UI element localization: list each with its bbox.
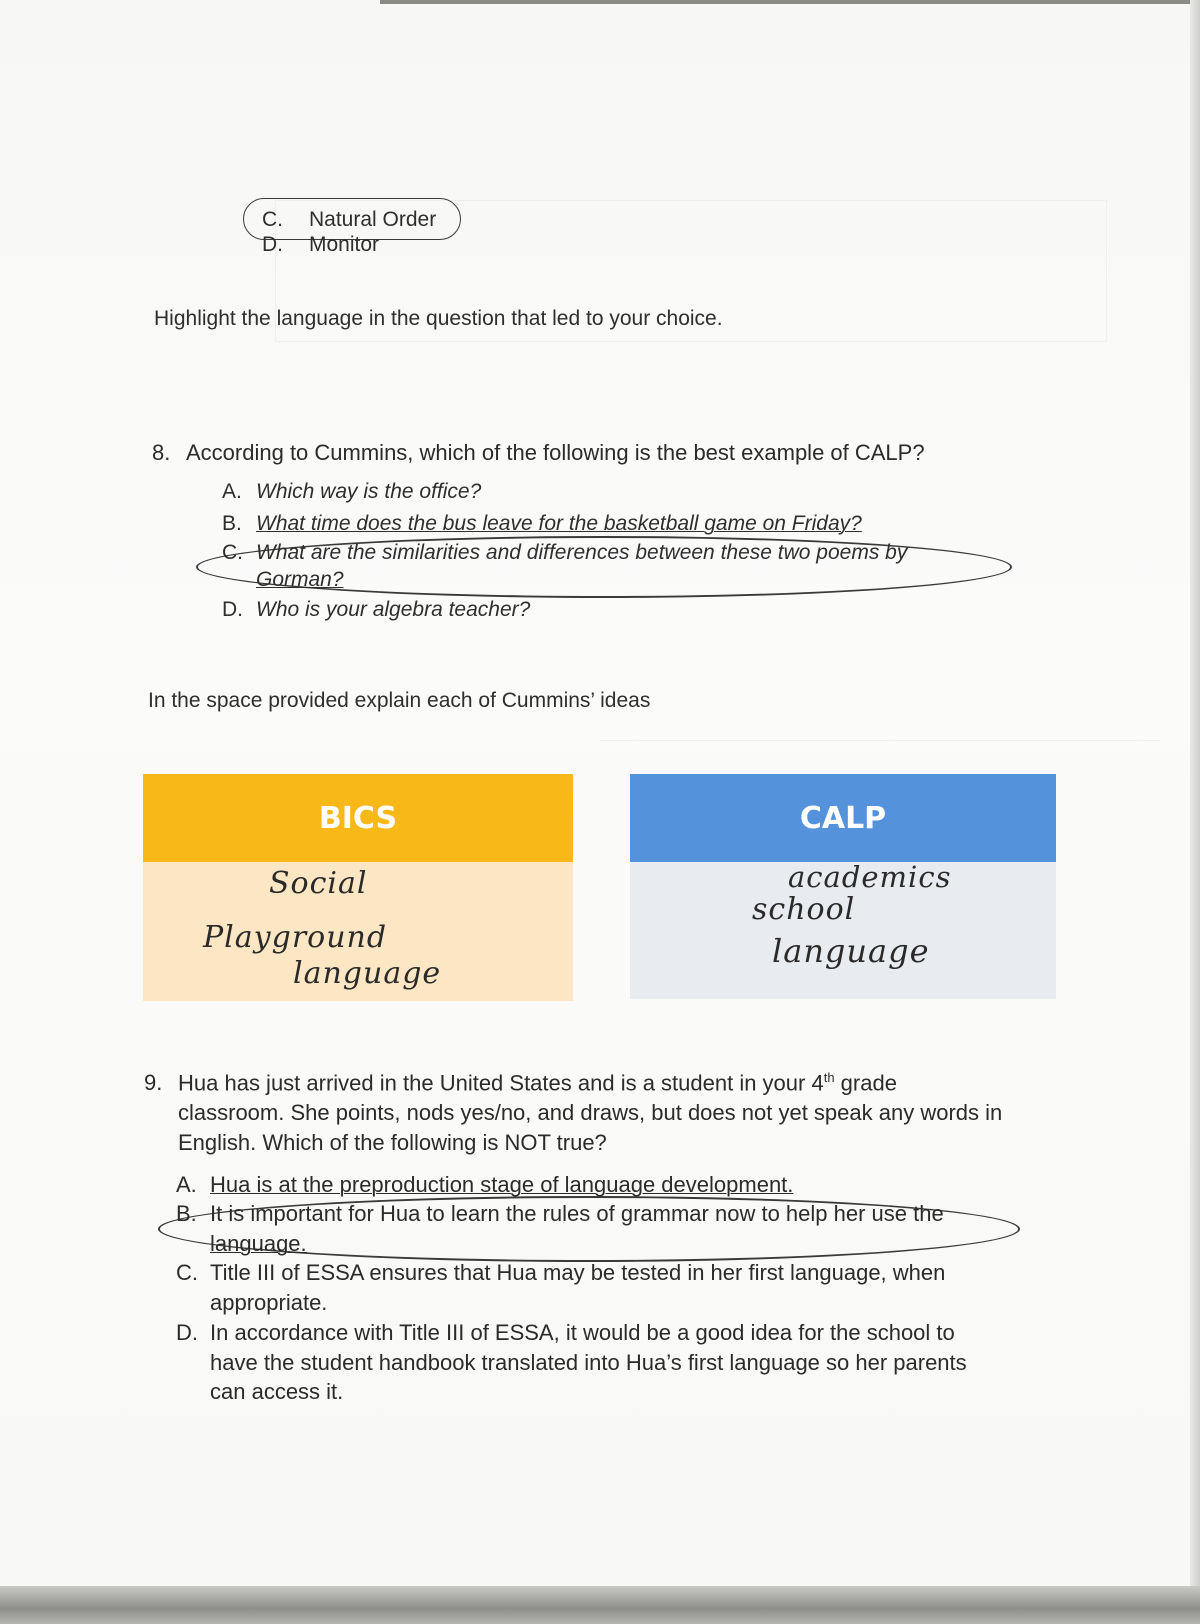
paper-right-edge	[1190, 0, 1200, 1624]
option-letter: C.	[176, 1260, 198, 1285]
option-letter: C.	[262, 208, 283, 231]
option-letter: D.	[176, 1320, 198, 1345]
calp-handwriting-school: school	[752, 892, 856, 927]
calp-title: CALP	[799, 800, 887, 836]
instruction-highlight: Highlight the language in the question that led to your choice.	[154, 307, 723, 330]
calp-body	[630, 862, 1056, 999]
question-text-1b: grade	[834, 1070, 897, 1096]
option-letter: C.	[222, 541, 243, 564]
q9-option-d-cont1: have the student handbook translated into Hua’s first language so her parents	[210, 1350, 967, 1375]
bics-title: BICS	[318, 800, 398, 836]
desk-background-strip	[0, 1586, 1200, 1624]
option-letter: A.	[176, 1172, 197, 1197]
option-text: What time does the bus leave for the basketball game on Friday?	[256, 512, 862, 535]
q9-option-b-cont	[210, 1231, 307, 1257]
option-text: Natural Order	[309, 208, 437, 231]
option-text-cont: Gorman?	[256, 568, 344, 591]
option-text: It is important for Hua to learn the rules of grammar now to help her use the	[210, 1201, 944, 1226]
bics-header	[143, 774, 573, 862]
q8-option-b	[222, 512, 862, 536]
option-letter: B.	[176, 1201, 197, 1226]
q9-option-a	[176, 1172, 793, 1198]
q9-option-d-cont2: can access it.	[210, 1379, 344, 1404]
option-letter: A.	[222, 480, 242, 503]
calp-box	[630, 774, 1056, 999]
bics-box	[143, 774, 573, 1001]
option-text: In accordance with Title III of ESSA, it would be a good idea for the school to	[210, 1320, 955, 1345]
q9-option-b	[176, 1201, 944, 1227]
q9-option-d	[176, 1320, 955, 1346]
calp-handwriting-academics: academics	[788, 860, 952, 894]
bics-body	[143, 862, 573, 1001]
ordinal-suffix: th	[823, 1070, 835, 1085]
q9-stem-line1	[144, 1070, 897, 1096]
q8-stem	[152, 440, 925, 466]
calp-header	[630, 774, 1056, 862]
calp-handwriting-language: language	[772, 932, 930, 970]
q8-option-d	[222, 598, 530, 622]
option-text-cont: language.	[210, 1231, 307, 1256]
paper-top-edge-shadow	[380, 0, 1200, 4]
q8-option-c-cont	[256, 568, 344, 592]
instruction-explain: In the space provided explain each of Cummins’ ideas	[148, 689, 651, 712]
q8-option-c	[222, 541, 907, 565]
q9-option-c	[176, 1260, 945, 1286]
option-letter: D.	[262, 233, 283, 256]
question-text: According to Cummins, which of the following is the best example of CALP?	[186, 440, 925, 465]
bics-handwriting-playground: Playground	[203, 920, 388, 955]
option-text: Title III of ESSA ensures that Hua may be tested in her first language, when	[210, 1260, 946, 1285]
q7-option-d	[262, 233, 379, 257]
q8-option-a	[222, 480, 481, 504]
option-text: Which way is the office?	[256, 480, 482, 503]
bics-handwriting-social: Social	[269, 866, 368, 901]
question-number: 8.	[152, 440, 171, 465]
q9-stem-line2: classroom. She points, nods yes/no, and draws, but does not yet speak any words in	[178, 1100, 1003, 1125]
question-number: 9.	[144, 1070, 163, 1096]
q9-stem-line3: English. Which of the following is NOT true?	[178, 1130, 607, 1155]
q9-option-c-cont: appropriate.	[210, 1290, 328, 1315]
option-text: Monitor	[309, 233, 380, 256]
question-text-1a: Hua has just arrived in the United States and is a student in your 4	[178, 1070, 824, 1096]
option-text: What are the similarities and differences between these two poems by	[256, 541, 908, 564]
option-text: Who is your algebra teacher?	[256, 598, 531, 621]
option-letter: D.	[222, 598, 243, 621]
option-letter: B.	[222, 512, 242, 535]
option-text: Hua is at the preproduction stage of language development.	[210, 1172, 794, 1197]
bics-handwriting-language: language	[293, 956, 442, 991]
q7-option-c	[262, 208, 436, 232]
